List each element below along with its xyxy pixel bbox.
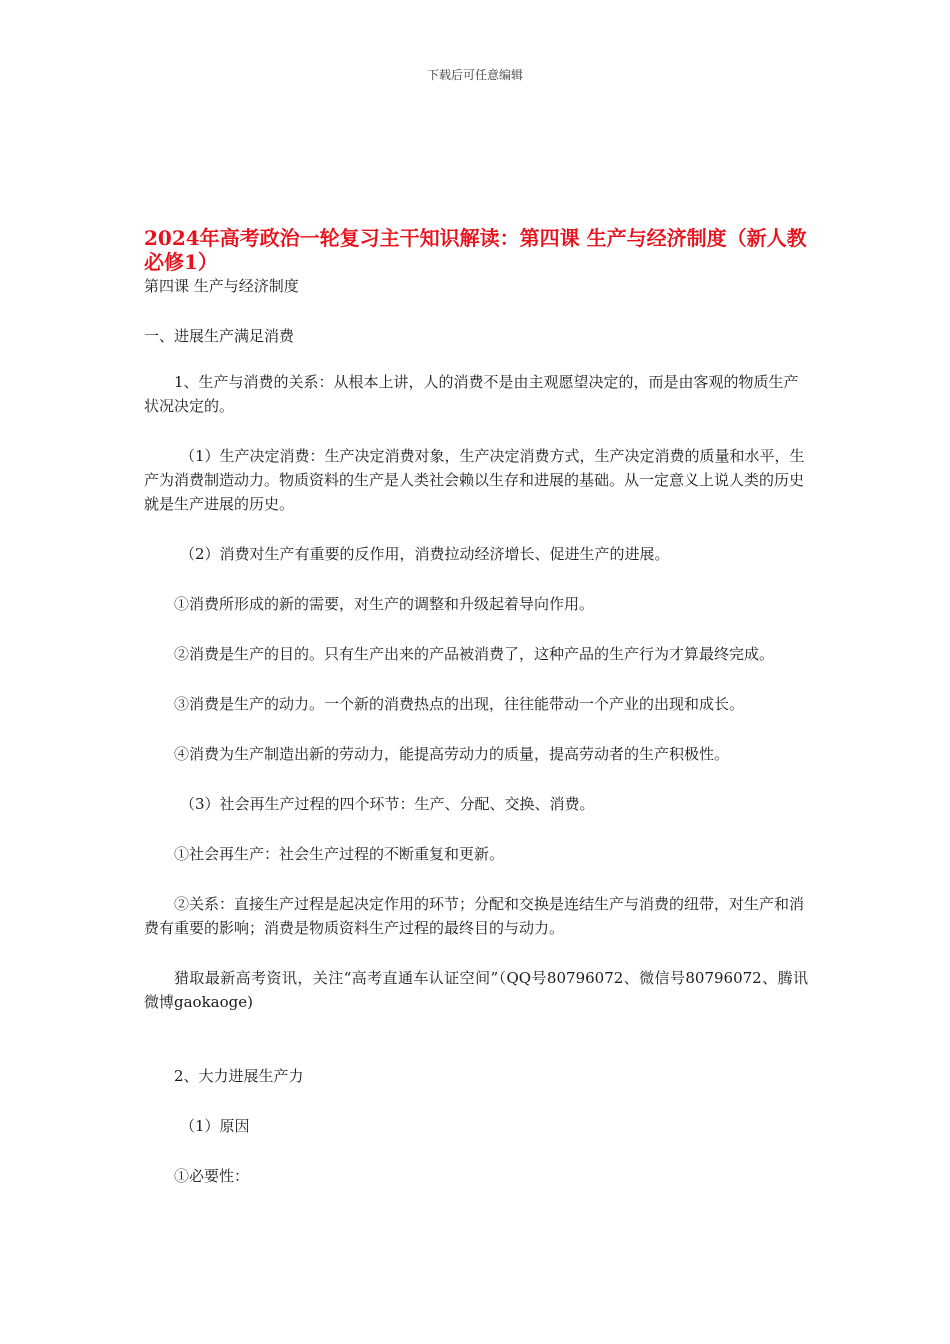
document-body — [144, 274, 808, 1214]
paragraph-point-f: ②关系：直接生产过程是起决定作用的环节；分配和交换是连结生产与消费的纽带，对生产和消费有重要的影响；消费是物质资料生产过程的最终目的与动力。 — [144, 895, 805, 937]
paragraph-point-b: ②消费是生产的目的。只有生产出来的产品被消费了，这种产品的生产行为才算最终完成。 — [174, 645, 775, 663]
notice-paragraph: 猎取最新高考资讯，关注“高考直通车认证空间”（QQ号80796072、微信号80796072、腾讯微博gaokaoge) — [144, 969, 808, 1011]
paragraph-point-a: ①消费所形成的新的需要，对生产的调整和升级起着导向作用。 — [174, 595, 595, 613]
section-heading: 一、进展生产满足消费 — [144, 327, 295, 345]
paragraph-item-1-3: （3）社会再生产过程的四个环节：生产、分配、交换、消费。 — [180, 795, 595, 813]
paragraph-item-1-1: （1）生产决定消费：生产决定消费对象，生产决定消费方式，生产决定消费的质量和水平，生产为消费制造动力。物质资料的生产是人类社会赖以生存和进展的基础。从一定意义上说人类的历史就是生产进展的历史。 — [144, 447, 805, 513]
paragraph-item-2-1: （1）原因 — [180, 1117, 250, 1135]
lesson-subtitle: 第四课 生产与经济制度 — [144, 277, 299, 295]
header-note: 下载后可任意编辑 — [426, 68, 523, 82]
paragraph-item-1-2: （2）消费对生产有重要的反作用，消费拉动经济增长、促进生产的进展。 — [180, 545, 670, 563]
paragraph-point-c: ③消费是生产的动力。一个新的消费热点的出现，往往能带动一个产业的出现和成长。 — [174, 695, 745, 713]
document-title: 2024年高考政治一轮复习主干知识解读：第四课 生产与经济制度（新人教必修1） — [144, 226, 807, 274]
paragraph-point-e: ①社会再生产：社会生产过程的不断重复和更新。 — [174, 845, 505, 863]
paragraph-item-2: 2、大力进展生产力 — [174, 1067, 304, 1085]
paragraph-item-1: 1、生产与消费的关系：从根本上讲，人的消费不是由主观愿望决定的，而是由客观的物质生产状况决定的。 — [144, 373, 799, 415]
paragraph-point-g: ①必要性： — [174, 1167, 250, 1185]
paragraph-point-d: ④消费为生产制造出新的劳动力，能提高劳动力的质量，提高劳动者的生产积极性。 — [174, 745, 730, 763]
